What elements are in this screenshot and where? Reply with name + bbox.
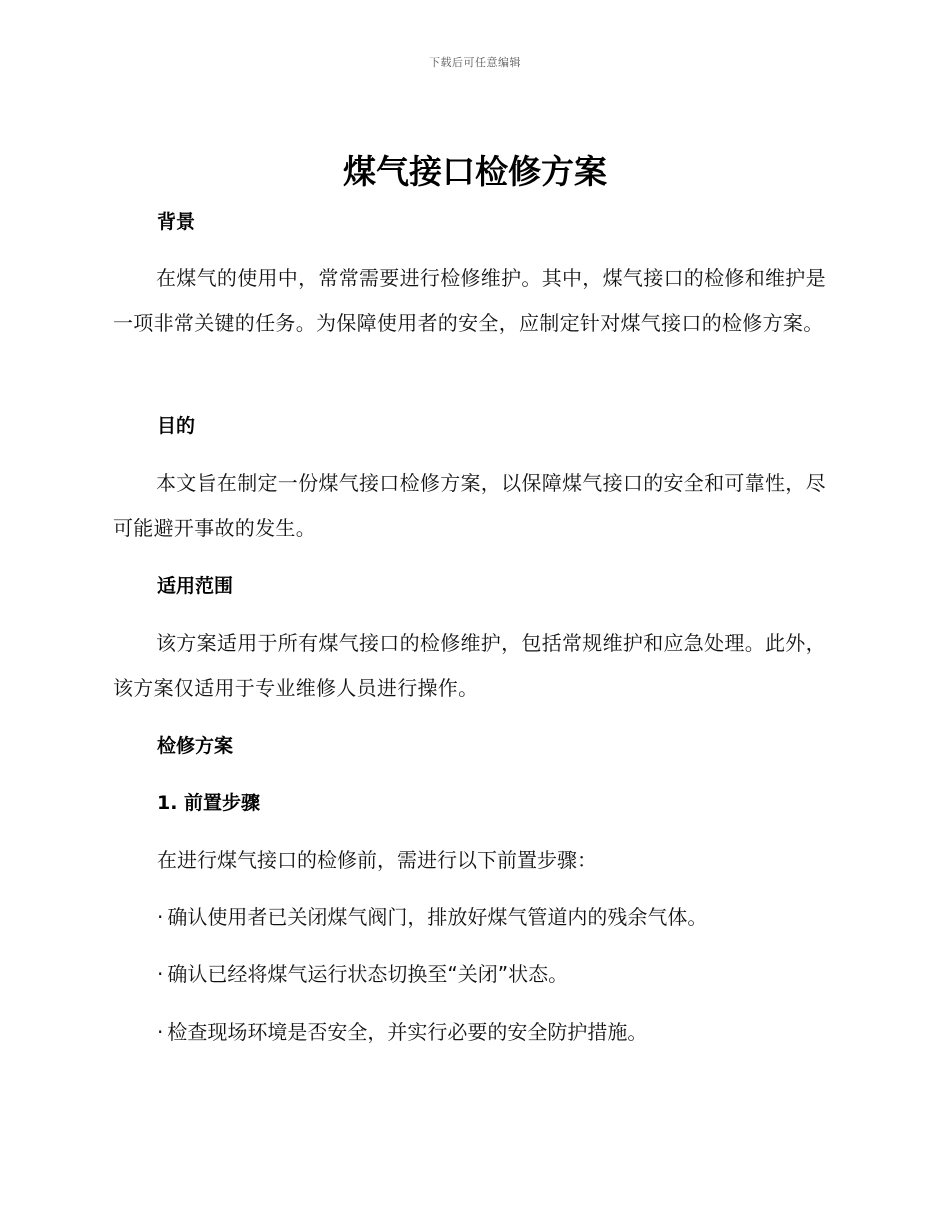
header-note: 下载后可任意编辑 <box>429 56 521 69</box>
bullet-dot-icon: · <box>157 962 164 986</box>
bullet-dot-icon: · <box>157 1020 164 1044</box>
bullet-dot-icon: · <box>157 905 164 929</box>
list-item-text: 检查现场环境是否安全，并实行必要的安全防护措施。 <box>167 1020 648 1044</box>
list-item <box>157 903 707 931</box>
paragraph-background: 在煤气的使用中，常常需要进行检修维护。其中，煤气接口的检修和维护是一项非常关键的任务。为保障使用者的安全，应制定针对煤气接口的检修方案。 <box>113 266 826 335</box>
list-item-text: 确认使用者已关闭煤气阀门，排放好煤气管道内的残余气体。 <box>167 905 708 929</box>
list-item <box>157 1018 647 1046</box>
paragraph-purpose: 本文旨在制定一份煤气接口检修方案，以保障煤气接口的安全和可靠性，尽可能避开事故的发生。 <box>113 471 826 540</box>
document-title: 煤气接口检修方案 <box>343 152 607 191</box>
list-item-text: 确认已经将煤气运行状态切换至“关闭”状态。 <box>167 962 569 986</box>
step1-intro: 在进行煤气接口的检修前，需进行以下前置步骤： <box>157 848 597 872</box>
section-heading-plan: 检修方案 <box>157 735 234 757</box>
section-heading-scope: 适用范围 <box>157 575 234 597</box>
subsection-heading-step1: 1. 前置步骤 <box>157 792 261 814</box>
paragraph-scope: 该方案适用于所有煤气接口的检修维护，包括常规维护和应急处理。此外，该方案仅适用于专业维修人员进行操作。 <box>113 631 826 700</box>
section-heading-background: 背景 <box>157 211 196 233</box>
list-item <box>157 960 568 988</box>
section-heading-purpose: 目的 <box>157 415 196 437</box>
